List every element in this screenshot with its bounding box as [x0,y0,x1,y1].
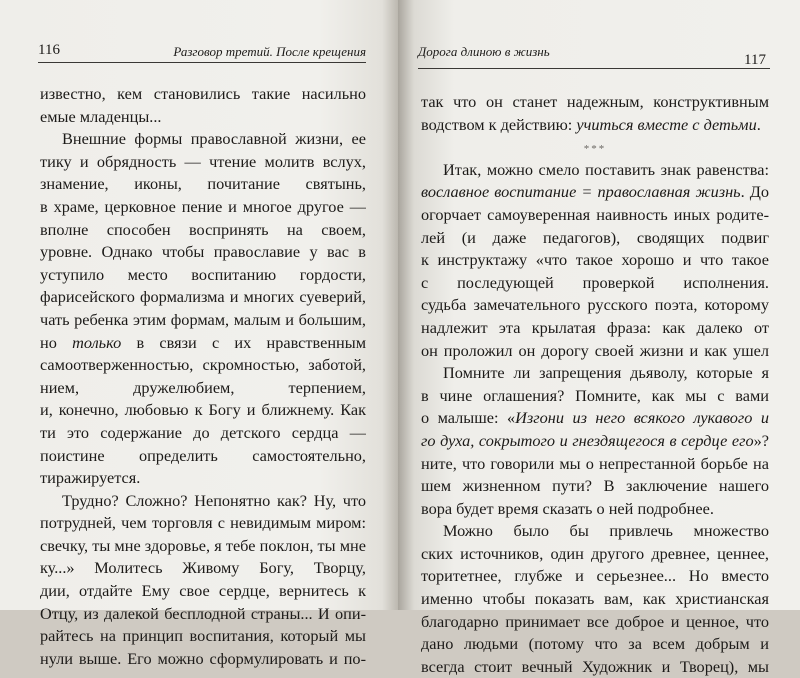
section-separator: *** [583,143,607,156]
emphasis: только [72,332,122,352]
emphasis: учиться вместе с детьми [576,114,757,134]
text-line: шем жизненном пути? В заключение нашего [421,476,769,496]
text-line: судьба замечательного русского поэта, которому [421,295,769,315]
text-line: нием, дружелюбием, терпением, [40,377,366,397]
text-line: чать ребенка этим формам, малым и большим, [40,309,366,329]
text-line: Помните ли запрещения дьяволу, которые я [443,363,769,383]
emphasis: Изгони из него всякого лукавого и [515,408,769,428]
right-page [398,0,800,676]
text-line: потрудней, чем торговля с невидимым миром: [40,513,366,533]
page-number: 116 [38,42,60,58]
text-line: самоотверженностью, скромностью, заботой, [40,355,366,375]
text-line: Отцу, из далекой бесплодной страны... И опи- [40,603,366,623]
emphasis: го духа, сокрытого и гнездящегося в сердце его [421,430,754,450]
text-line: уровне. Однако чтобы православие у вас в [40,242,366,262]
text-line: известно, кем становились такие насильно [40,84,366,103]
text-line: Внешние формы православной жизни, ее [62,129,366,149]
text-line: в чине оглашения? Помните, как мы с вами [421,385,769,405]
text-line: в храме, церковное пение и многое другое — [40,196,366,216]
text-line: к инструктажу «что такое хорошо и что такое [421,250,769,270]
right-page-header [418,40,770,69]
text-line: о малыше: «Изгони из него всякого лукавого и [421,407,769,430]
text-line: огорчает самоуверенная наивность иных родите- [421,204,769,224]
text-line: дано людьми (потому что за всем добрым и [421,634,769,654]
text-line: ку...» Молитесь Живому Богу, Творцу, [40,558,366,578]
text-line: тику и обрядность — чтение молитв вслух, [40,151,366,171]
text-line: благодарно принимает все доброе и ценное, что [421,611,769,631]
text-line: всегда стоит вечный Художник и Творец), мы [421,656,769,676]
right-page-body [421,91,769,678]
text-line: вора будет время сказать о ней подробнее. [421,498,714,518]
text-line: вполне способен воспринять на своем, [40,219,366,239]
left-page-header [38,34,366,63]
text-line: именно чтобы показать вам, как христианская [421,589,769,609]
text-line: Трудно? Сложно? Непонятно как? Ну, что [62,490,366,510]
text-line: надлежит эта крылатая фраза: как далеко от [421,317,769,337]
text-line: фарисейского формализма и многих суеверий, [40,287,366,307]
text-line: нули выше. Его можно сформулировать и по- [40,648,366,668]
page-number: 117 [744,52,766,68]
left-page-body [40,83,366,670]
text-line: ских источников, один другого древнее, ценнее, [421,543,769,563]
left-page [0,0,398,668]
text-line: ните, что говорили мы о непрестанной борьбе на [421,453,769,473]
text-line: Итак, можно смело поставить знак равенства: [443,159,769,179]
text-line: свечку, ты мне здоровье, я тебе поклон, ты мне [40,535,366,555]
running-title: Дорога длиною в жизнь [418,44,550,59]
text-line: ти это содержание до детского сердца — [40,422,366,442]
text-line: но только в связи с их нравственным [40,332,366,352]
text-line: райтесь на принцип воспитания, который мы [40,626,366,646]
text-line: го духа, сокрытого и гнездящегося в сердце его»? [421,430,769,450]
text-line: знамение, иконы, почитание святынь, [40,174,366,194]
text-line: емые младенцы... [40,106,162,126]
text-line: торитетнее, глубже и серьезнее... Но вместо [421,566,769,586]
text-line: с последующей проверкой исполнения. [421,272,769,292]
text-line: он проложил он дорогу своей жизни и как ушел [421,340,769,360]
text-line: лей (и даже педагогов), сводящих подвиг [421,227,769,247]
text-line: так что он станет надежным, конструктивным [421,92,769,111]
text-line: вославное воспитание = православная жизнь. До [421,182,769,202]
text-line: поистине определить самостоятельно, [40,445,366,465]
text-line: водством к действию: учиться вместе с детьми. [421,114,761,134]
text-line: Можно было бы привлечь множество [443,521,769,541]
text-line: дии, отдайте Ему свое сердце, вернитесь к [40,581,366,601]
running-title: Разговор третий. После крещения [173,44,366,59]
emphasis: вославное воспитание = православная жизнь [421,182,741,202]
text-line: уступило место воспитанию гордости, [40,264,366,284]
text-line: и, конечно, любовью к Богу и ближнему. Как [40,400,366,420]
text-line: тиражируется. [40,468,141,488]
